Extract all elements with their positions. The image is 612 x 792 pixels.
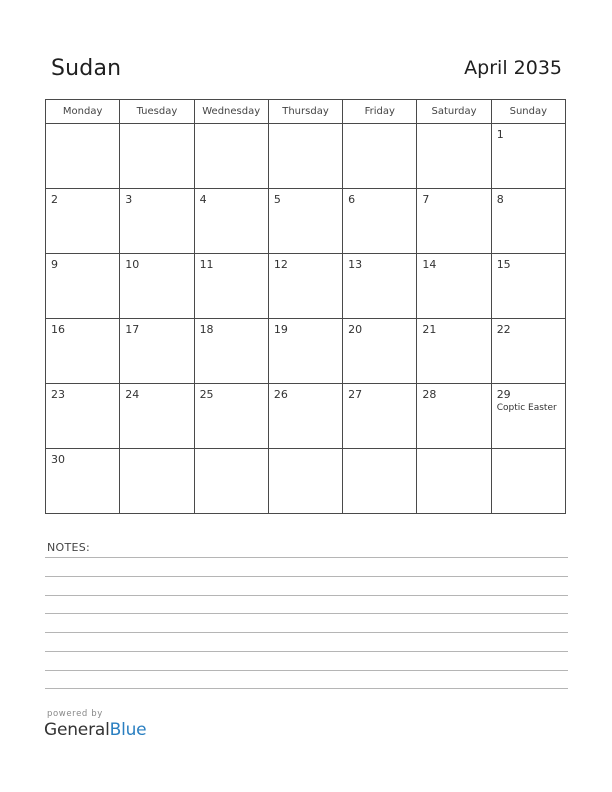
day-number: 2 [51,193,58,206]
day-cell [491,189,565,254]
day-number: 19 [273,323,288,336]
day-number: 21 [422,323,437,336]
day-cell [120,254,194,319]
day-cell [417,384,491,449]
day-cell [194,124,268,189]
day-cell [46,319,120,384]
day-number: 17 [125,323,140,336]
notes-line [45,632,568,633]
day-number: 24 [125,388,140,401]
powered-by-text: powered by [47,709,103,719]
day-number: 4 [199,193,207,206]
calendar-grid [45,99,566,514]
day-number: 14 [422,258,437,271]
day-cell [417,124,491,189]
weekday-friday: Friday [343,100,417,124]
day-number: 6 [348,193,356,206]
day-number: 25 [199,388,214,401]
day-cell [491,319,565,384]
day-cell [417,449,491,514]
day-cell [268,319,342,384]
month-title: April 2035 [464,57,562,79]
day-number: 29 [496,388,511,401]
day-number: 8 [496,193,504,206]
day-cell [120,124,194,189]
week-row [46,319,566,384]
day-number: 23 [51,388,65,401]
day-cell [46,384,120,449]
notes-line [45,613,568,614]
day-number: 5 [273,193,281,206]
notes-label: NOTES: [47,541,91,554]
notes-line [45,557,568,558]
day-number: 28 [422,388,437,401]
day-cell [491,254,565,319]
weekday-tuesday: Tuesday [120,100,194,124]
weekday-wednesday: Wednesday [194,100,268,124]
day-cell [268,124,342,189]
day-cell [120,449,194,514]
weekday-header-row [46,100,566,124]
generalblue-logo[interactable] [44,720,146,740]
week-row [46,254,566,319]
notes-line [45,595,568,596]
day-cell [46,449,120,514]
week-row [46,124,566,189]
day-number: 7 [422,193,430,206]
day-cell [268,254,342,319]
day-cell [417,254,491,319]
day-cell [268,189,342,254]
day-number: 9 [51,258,58,271]
day-cell [343,319,417,384]
notes-line [45,576,568,577]
day-cell [46,124,120,189]
week-row [46,189,566,254]
day-number: 12 [273,258,288,271]
day-number: 18 [199,323,214,336]
weekday-sunday: Sunday [491,100,565,124]
brand-blue: Blue [109,720,147,740]
day-cell [343,124,417,189]
day-cell [194,254,268,319]
week-row [46,384,566,449]
day-number: 11 [199,258,214,271]
day-cell [194,189,268,254]
brand-general: General [44,720,110,740]
day-cell [417,319,491,384]
notes-line [45,670,568,671]
weekday-monday: Monday [46,100,120,124]
day-number: 30 [51,453,65,466]
day-cell [194,449,268,514]
day-cell [120,319,194,384]
day-cell [491,449,565,514]
day-cell [343,449,417,514]
day-cell [343,189,417,254]
day-number: 16 [51,323,65,336]
day-cell [46,189,120,254]
holiday-label: Coptic Easter [496,403,557,413]
day-cell [46,254,120,319]
day-number: 1 [496,128,504,141]
day-cell [194,319,268,384]
day-number: 3 [125,193,133,206]
day-number: 22 [496,323,511,336]
weekday-saturday: Saturday [417,100,491,124]
day-number: 26 [273,388,288,401]
day-cell [268,384,342,449]
week-row [46,449,566,514]
weekday-thursday: Thursday [268,100,342,124]
day-number: 13 [348,258,363,271]
day-cell [120,189,194,254]
day-number: 27 [348,388,363,401]
notes-line [45,688,568,689]
day-cell [491,124,565,189]
day-cell [120,384,194,449]
day-number: 15 [496,258,511,271]
day-cell [491,384,565,449]
day-number: 10 [125,258,140,271]
day-cell [343,254,417,319]
notes-line [45,651,568,652]
day-number: 20 [348,323,363,336]
day-cell [417,189,491,254]
day-cell [268,449,342,514]
day-cell [194,384,268,449]
day-cell [343,384,417,449]
country-title: Sudan [51,56,122,81]
